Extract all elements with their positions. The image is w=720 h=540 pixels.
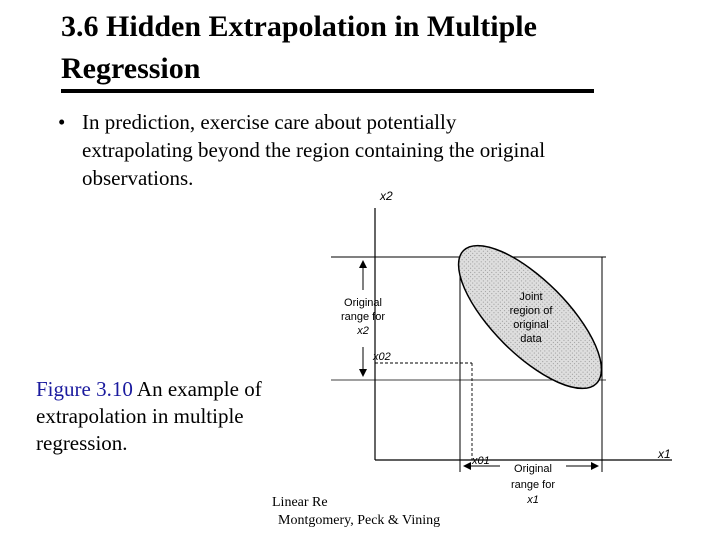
bullet-text: In prediction, exercise care about potentially extrapolating beyond the region containing the original observations. xyxy=(82,110,546,190)
slide-footer xyxy=(272,494,472,530)
region-label-line-3: original xyxy=(513,319,549,331)
y-axis-label: x2 xyxy=(380,189,393,203)
figure-caption-text: An example of extrapolation in multiple regression. xyxy=(36,377,262,455)
footer-line-1: Linear Re xyxy=(272,495,328,510)
x-range-label-line-3: x1 xyxy=(527,494,539,506)
point-y-label: x02 xyxy=(373,351,391,363)
point-x-label: x01 xyxy=(472,455,490,467)
y-range-label-line-3: x2 xyxy=(357,325,369,337)
joint-region-ellipse xyxy=(437,224,622,409)
region-label-line-1: Joint xyxy=(519,291,543,303)
figure-caption xyxy=(36,376,326,457)
figure-caption-label: Figure 3.10 xyxy=(36,377,133,401)
region-label-line-4: data xyxy=(520,333,542,345)
slide-title-line-1: 3.6 Hidden Extrapolation in Multiple xyxy=(61,10,537,43)
bullet-marker: • xyxy=(58,110,66,134)
x-range-label-line-2: range for xyxy=(510,479,556,491)
x-range-label-line-1: Original xyxy=(514,463,552,475)
y-range-label-line-2: range for xyxy=(340,311,386,323)
slide-title-line-2: Regression xyxy=(61,52,201,85)
y-range-label-line-1: Original xyxy=(344,297,382,309)
region-label-line-2: region of xyxy=(509,305,553,317)
x-axis-label: x1 xyxy=(658,447,671,461)
footer-line-2: Montgomery, Peck & Vining xyxy=(278,513,441,528)
